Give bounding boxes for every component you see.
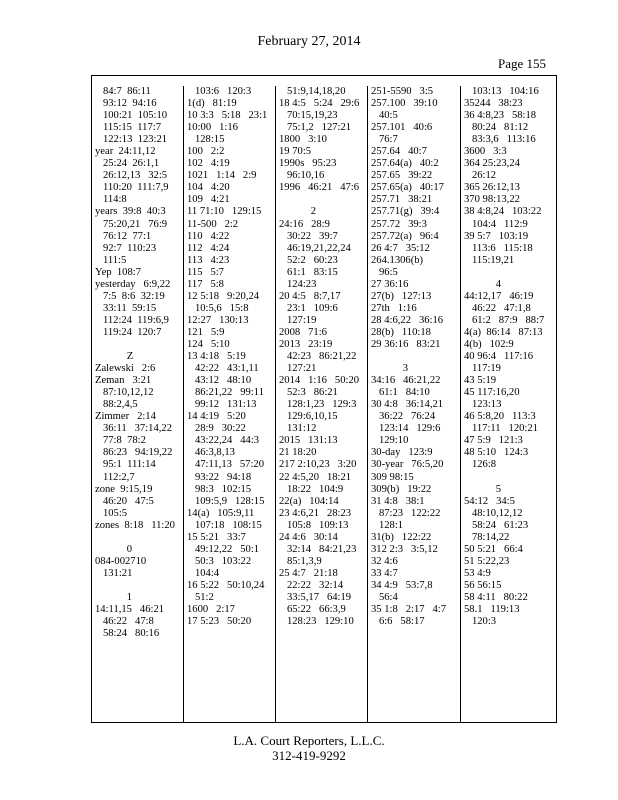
- index-entry-line: 12 5:18 9:20,24: [187, 290, 260, 302]
- index-entry-line: 80:24 81:12: [464, 122, 529, 134]
- index-entry-line: 129:6,10,15: [279, 411, 338, 423]
- index-entry-line: 17 5:23 50:20: [187, 616, 252, 628]
- index-entry-line: [95, 532, 182, 544]
- index-entry-line: 124:23: [279, 278, 317, 290]
- index-entry-line: 98:3 102:15: [187, 483, 252, 495]
- index-entry-line: 46:22 47:8: [95, 616, 154, 628]
- index-entry-line: 2: [279, 206, 317, 218]
- index-entry-line: 77:8 78:2: [95, 435, 146, 447]
- index-entry-line: 26 4:7 35:12: [371, 242, 430, 254]
- index-entry-line: 88:2,4,5: [95, 399, 138, 411]
- index-entry-line: 46:3,8,13: [187, 447, 235, 459]
- index-entry-line: 30:22 39:7: [279, 230, 338, 242]
- index-entry-line: 47:11,13 57:20: [187, 459, 265, 471]
- index-entry-line: 92:7 110:23: [95, 242, 157, 254]
- index-entry-line: 100 2:2: [187, 146, 225, 158]
- index-entry-line: 131:12: [279, 423, 317, 435]
- index-entry-line: 70:15,19,23: [279, 110, 338, 122]
- index-entry-line: 38 4:8,24 103:22: [464, 206, 542, 218]
- index-entry-line: 35 1:8 2:17 4:7: [371, 604, 447, 616]
- index-entry-line: 29 36:16 83:21: [371, 338, 441, 350]
- index-entry-line: 39 5:7 103:19: [464, 230, 529, 242]
- index-entry-line: 51 5:22,23: [464, 555, 510, 567]
- index-entry-line: 105:5: [95, 507, 128, 519]
- index-entry-line: 36:22 76:24: [371, 411, 436, 423]
- index-entry-line: 44:12,17 46:19: [464, 290, 534, 302]
- index-entry-line: 21 18:20: [279, 447, 317, 459]
- index-entry-line: 65:22 66:3,9: [279, 604, 346, 616]
- index-entry-line: 84:7 86:11: [95, 86, 151, 97]
- index-entry-line: 126:8: [464, 459, 497, 471]
- index-entry-line: 83:3,6 113:16: [464, 134, 536, 146]
- index-entry-line: 365 26:12,13: [464, 182, 520, 194]
- index-entry-line: 1(d) 81:19: [187, 98, 237, 110]
- index-entry-line: 128:23 129:10: [279, 616, 354, 628]
- index-entry-line: 86:23 94:19,22: [95, 447, 173, 459]
- index-entry-line: 78:14,22: [464, 531, 510, 543]
- index-entry-line: 33 4:7: [371, 567, 398, 579]
- index-entry-line: 95:1 111:14: [95, 459, 156, 471]
- footer-phone: 312-419-9292: [272, 748, 346, 763]
- index-entry-line: 51:9,14,18,20: [279, 86, 346, 97]
- index-entry-line: 3600 3:3: [464, 146, 507, 158]
- index-entry-line: 52:2 60:23: [279, 254, 338, 266]
- index-entry-line: 257.72(a) 96:4: [371, 230, 439, 242]
- index-entry-line: 99:12 131:13: [187, 399, 257, 411]
- index-entry-line: 5: [464, 483, 502, 495]
- index-entry-line: 26:12,13 32:5: [95, 170, 168, 182]
- index-entry-line: 12:27 130:13: [187, 314, 249, 326]
- index-entry-line: 0: [95, 543, 133, 555]
- index-entry-line: 33:5,17 64:19: [279, 591, 352, 603]
- index-entry-line: 61:1 83:15: [279, 266, 338, 278]
- index-entry-line: 27th 1:16: [371, 302, 417, 314]
- index-entry-line: 103:6 120:3: [187, 86, 252, 97]
- index-entry-line: 58:24 80:16: [95, 628, 160, 640]
- index-entry-line: 51:2: [187, 591, 214, 603]
- index-entry-line: 100:21 105:10: [95, 110, 168, 122]
- index-entry-line: 93:12 94:16: [95, 98, 157, 110]
- index-entry-line: 251-5590 3:5: [371, 86, 434, 97]
- index-entry-line: 50:3 103:22: [187, 555, 252, 567]
- index-entry-line: Zalewski 2:6: [95, 363, 156, 375]
- index-entry-line: Z: [95, 351, 134, 363]
- index-entry-line: 117 5:8: [187, 278, 224, 290]
- index-entry-line: 23:1 109:6: [279, 302, 338, 314]
- index-entry-line: 257.64 40:7: [371, 146, 427, 158]
- index-entry-line: 33:11 59:15: [95, 302, 157, 314]
- index-entry-line: 30 4:8 36:14,21: [371, 399, 444, 411]
- index-entry-line: 104:4: [187, 567, 220, 579]
- index-entry-line: 87:23 122:22: [371, 507, 441, 519]
- index-entry-line: 24:16 28:9: [279, 218, 330, 230]
- index-entry-line: 2013 23:19: [279, 338, 333, 350]
- index-entry-line: 121 5:9: [187, 326, 225, 338]
- index-entry-line: 103:13 104:16: [464, 86, 539, 97]
- index-entry-line: 28(b) 110:18: [371, 326, 431, 338]
- index-entry-line: 107:18 108:15: [187, 519, 262, 531]
- index-entry-line: 112:24 119:6,9: [95, 314, 169, 326]
- index-entry-line: 257.101 40:6: [371, 122, 433, 134]
- index-entry-line: 114:8: [95, 194, 127, 206]
- index-column-4: [367, 86, 459, 722]
- index-entry-line: 10 3:3 5:18 23:1: [187, 110, 268, 122]
- index-entry-line: 48 5:10 124:3: [464, 447, 529, 459]
- index-entry-line: 217 2:10,23 3:20: [279, 459, 357, 471]
- index-entry-line: 46:20 47:5: [95, 495, 154, 507]
- index-entry-line: 1021 1:14 2:9: [187, 170, 257, 182]
- index-entry-line: 257.71(g) 39:4: [371, 206, 440, 218]
- index-entry-line: 1996 46:21 47:6: [279, 182, 360, 194]
- page-number: Page 155: [497, 56, 546, 71]
- index-entry-line: zones 8:18 11:20: [95, 519, 175, 531]
- index-entry-line: 58:24 61:23: [464, 519, 529, 531]
- index-entry-line: 128:1,23 129:3: [279, 399, 357, 411]
- index-entry-line: 87:10,12,12: [95, 387, 154, 399]
- index-entry-line: 2008 71:6: [279, 326, 327, 338]
- index-column-1: [92, 86, 182, 722]
- index-entry-line: 30-year 76:5,20: [371, 459, 444, 471]
- index-entry-line: 61:1 84:10: [371, 387, 430, 399]
- index-entry-line: 10:5,6 15:8: [187, 302, 249, 314]
- word-index-box: [91, 75, 557, 723]
- index-entry-line: 24 4:6 30:14: [279, 531, 338, 543]
- index-entry-line: 76:12 77:1: [95, 230, 152, 242]
- index-entry-line: 110:20 111:7,9: [95, 182, 169, 194]
- index-entry-line: 312 2:3 3:5,12: [371, 543, 438, 555]
- index-entry-line: 49:12,22 50:1: [187, 543, 260, 555]
- index-entry-line: 127:19: [279, 314, 317, 326]
- index-entry-line: 11-500 2:2: [187, 218, 239, 230]
- index-entry-line: 13 4:18 5:19: [187, 351, 246, 363]
- index-column-3: [275, 86, 367, 722]
- index-entry-line: 14 4:19 5:20: [187, 411, 246, 423]
- index-entry-line: 42:23 86:21,22: [279, 351, 357, 363]
- index-entry-line: 115:15 117:7: [95, 122, 162, 134]
- index-entry-line: 86:21,22 99:11: [187, 387, 265, 399]
- index-entry-line: 128:15: [187, 134, 225, 146]
- index-entry-line: 43:22,24 44:3: [187, 435, 260, 447]
- index-entry-line: 2015 131:13: [279, 435, 338, 447]
- index-entry-line: 25 4:7 21:18: [279, 567, 338, 579]
- index-entry-line: 35244 38:23: [464, 98, 523, 110]
- index-entry-line: 32:14 84:21,23: [279, 543, 357, 555]
- index-entry-line: 113 4:23: [187, 254, 230, 266]
- index-entry-line: Zeman 3:21: [95, 375, 152, 387]
- index-entry-line: 124 5:10: [187, 338, 230, 350]
- index-entry-line: 084-002710: [95, 555, 147, 567]
- index-entry-line: 54:12 34:5: [464, 495, 515, 507]
- index-entry-line: 96:5: [371, 266, 398, 278]
- index-entry-line: 127:21: [279, 363, 317, 375]
- index-entry-line: 43 5:19: [464, 375, 497, 387]
- index-entry-line: [279, 194, 367, 206]
- index-entry-line: 50 5:21 66:4: [464, 543, 523, 555]
- index-entry-line: 14(a) 105:9,11: [187, 507, 255, 519]
- index-entry-line: 117:19: [464, 363, 501, 375]
- index-entry-line: 96:10,16: [279, 170, 325, 182]
- index-entry-line: 36:11 37:14,22: [95, 423, 173, 435]
- index-entry-line: 58 4:11 80:22: [464, 591, 528, 603]
- index-entry-line: 11 71:10 129:15: [187, 206, 262, 218]
- index-entry-line: 112 4:24: [187, 242, 230, 254]
- index-entry-line: 309 98:15: [371, 471, 414, 483]
- index-entry-line: 56 56:15: [464, 579, 502, 591]
- index-entry-line: 1800 3:10: [279, 134, 327, 146]
- index-entry-line: 22:22 32:14: [279, 579, 344, 591]
- index-entry-line: 119:24 120:7: [95, 326, 162, 338]
- index-entry-line: 48:10,12,12: [464, 507, 523, 519]
- index-entry-line: 56:4: [371, 591, 398, 603]
- index-entry-line: 4(b) 102:9: [464, 338, 514, 350]
- index-entry-line: 34 4:9 53:7,8: [371, 579, 433, 591]
- index-entry-line: 76:7: [371, 134, 398, 146]
- index-entry-line: 75:20,21 76:9: [95, 218, 168, 230]
- index-entry-line: 30-day 123:9: [371, 447, 433, 459]
- index-entry-line: 46 5:8,20 113:3: [464, 411, 536, 423]
- index-entry-line: 112:2,7: [95, 471, 135, 483]
- index-entry-line: 370 98:13,22: [464, 194, 520, 206]
- index-entry-line: 18:22 104:9: [279, 483, 344, 495]
- index-entry-line: yesterday 6:9,22: [95, 278, 171, 290]
- index-entry-line: 4(a) 86:14 87:13: [464, 326, 543, 338]
- index-entry-line: 28 4:6,22 36:16: [371, 314, 444, 326]
- index-entry-line: 10:00 1:16: [187, 122, 238, 134]
- index-entry-line: 123:13: [464, 399, 502, 411]
- index-entry-line: 25:24 26:1,1: [95, 158, 160, 170]
- index-entry-line: 110 4:22: [187, 230, 230, 242]
- index-entry-line: Yep 108:7: [95, 266, 142, 278]
- index-entry-line: 85:1,3,9: [279, 555, 322, 567]
- index-entry-line: 28:9 30:22: [187, 423, 246, 435]
- index-entry-line: 52:3 86:21: [279, 387, 338, 399]
- index-entry-line: year 24:11,12: [95, 146, 156, 158]
- index-entry-line: 2014 1:16 50:20: [279, 375, 360, 387]
- index-entry-line: 115 5:7: [187, 266, 224, 278]
- index-entry-line: 36 4:8,23 58:18: [464, 110, 537, 122]
- index-entry-line: 264.1306(b): [371, 254, 424, 266]
- index-entry-line: 111:5: [95, 254, 127, 266]
- page-date: February 27, 2014: [257, 34, 361, 49]
- index-entry-line: 120:3: [464, 616, 497, 628]
- index-entry-line: 129:10: [371, 435, 409, 447]
- index-entry-line: 364 25:23,24: [464, 158, 520, 170]
- index-entry-line: 1990s 95:23: [279, 158, 337, 170]
- index-entry-line: 16 5:22 50:10,24: [187, 579, 265, 591]
- index-entry-line: 4: [464, 278, 502, 290]
- index-column-5: [460, 86, 556, 722]
- index-entry-line: 102 4:19: [187, 158, 230, 170]
- index-entry-line: [464, 267, 556, 279]
- index-entry-line: 7:5 8:6 32:19: [95, 290, 165, 302]
- index-entry-line: 40:5: [371, 110, 398, 122]
- index-entry-line: 58.1 119:13: [464, 604, 520, 616]
- index-entry-line: 257.71 38:21: [371, 194, 433, 206]
- index-entry-line: 115:19,21: [464, 254, 515, 266]
- index-entry-line: 31 4:8 38:1: [371, 495, 425, 507]
- index-entry-line: 257.64(a) 40:2: [371, 158, 439, 170]
- index-entry-line: 20 4:5 8:7,17: [279, 290, 341, 302]
- index-entry-line: 75:1,2 127:21: [279, 122, 352, 134]
- index-entry-line: 31(b) 122:22: [371, 531, 432, 543]
- index-entry-line: years 39:8 40:3: [95, 206, 166, 218]
- index-entry-line: 42:22 43:1,11: [187, 363, 259, 375]
- page-footer: [0, 733, 618, 763]
- index-entry-line: 45 117:16,20: [464, 387, 520, 399]
- index-entry-line: 23 4:6,21 28:23: [279, 507, 352, 519]
- index-entry-line: 128:1: [371, 519, 404, 531]
- index-entry-line: [95, 580, 182, 592]
- index-entry-line: 46:22 47:1,8: [464, 302, 531, 314]
- index-entry-line: 104 4:20: [187, 182, 230, 194]
- index-entry-line: 257.72 39:3: [371, 218, 427, 230]
- index-entry-line: [371, 351, 459, 363]
- index-entry-line: 26:12: [464, 170, 497, 182]
- index-entry-line: 27(b) 127:13: [371, 290, 432, 302]
- index-entry-line: zone 9:15,19: [95, 483, 153, 495]
- index-entry-line: 257.65(a) 40:17: [371, 182, 444, 194]
- index-entry-line: 14:11,15 46:21: [95, 604, 165, 616]
- index-entry-line: 22 4:5,20 18:21: [279, 471, 352, 483]
- index-entry-line: 123:14 129:6: [371, 423, 441, 435]
- index-entry-line: 113:6 115:18: [464, 242, 533, 254]
- index-entry-line: 6:6 58:17: [371, 616, 425, 628]
- footer-company: L.A. Court Reporters, L.L.C.: [233, 733, 385, 748]
- index-column-2: [183, 86, 274, 722]
- index-entry-line: 53 4:9: [464, 567, 491, 579]
- index-entry-line: Zimmer 2:14: [95, 411, 156, 423]
- index-entry-line: 105:8 109:13: [279, 519, 349, 531]
- index-entry-line: 117:11 120:21: [464, 423, 538, 435]
- index-entry-line: [95, 339, 182, 351]
- index-entry-line: 257.65 39:22: [371, 170, 433, 182]
- index-entry-line: 1600 2:17: [187, 604, 235, 616]
- index-entry-line: 104:4 112:9: [464, 218, 528, 230]
- index-entry-line: 40 96:4 117:16: [464, 351, 534, 363]
- index-entry-line: 27 36:16: [371, 278, 409, 290]
- index-entry-line: 109 4:21: [187, 194, 230, 206]
- index-entry-line: 22(a) 104:14: [279, 495, 339, 507]
- index-entry-line: 309(b) 19:22: [371, 483, 432, 495]
- index-entry-line: 131:21: [95, 567, 133, 579]
- index-entry-line: [464, 472, 556, 484]
- index-entry-line: 93:22 94:18: [187, 471, 252, 483]
- index-entry-line: 3: [371, 363, 409, 375]
- index-entry-line: 18 4:5 5:24 29:6: [279, 98, 360, 110]
- index-entry-line: 46:19,21,22,24: [279, 242, 351, 254]
- index-entry-line: 109:5,9 128:15: [187, 495, 265, 507]
- index-entry-line: 47 5:9 121:3: [464, 435, 523, 447]
- index-entry-line: 43:12 48:10: [187, 375, 252, 387]
- index-entry-line: 19 70:5: [279, 146, 312, 158]
- index-entry-line: 61:2 87:9 88:7: [464, 314, 545, 326]
- index-entry-line: 257.100 39:10: [371, 98, 438, 110]
- index-entry-line: 32 4:6: [371, 555, 398, 567]
- index-entry-line: 1: [95, 591, 133, 603]
- index-entry-line: 15 5:21 33:7: [187, 531, 246, 543]
- index-entry-line: 34:16 46:21,22: [371, 375, 441, 387]
- index-entry-line: 122:13 123:21: [95, 134, 168, 146]
